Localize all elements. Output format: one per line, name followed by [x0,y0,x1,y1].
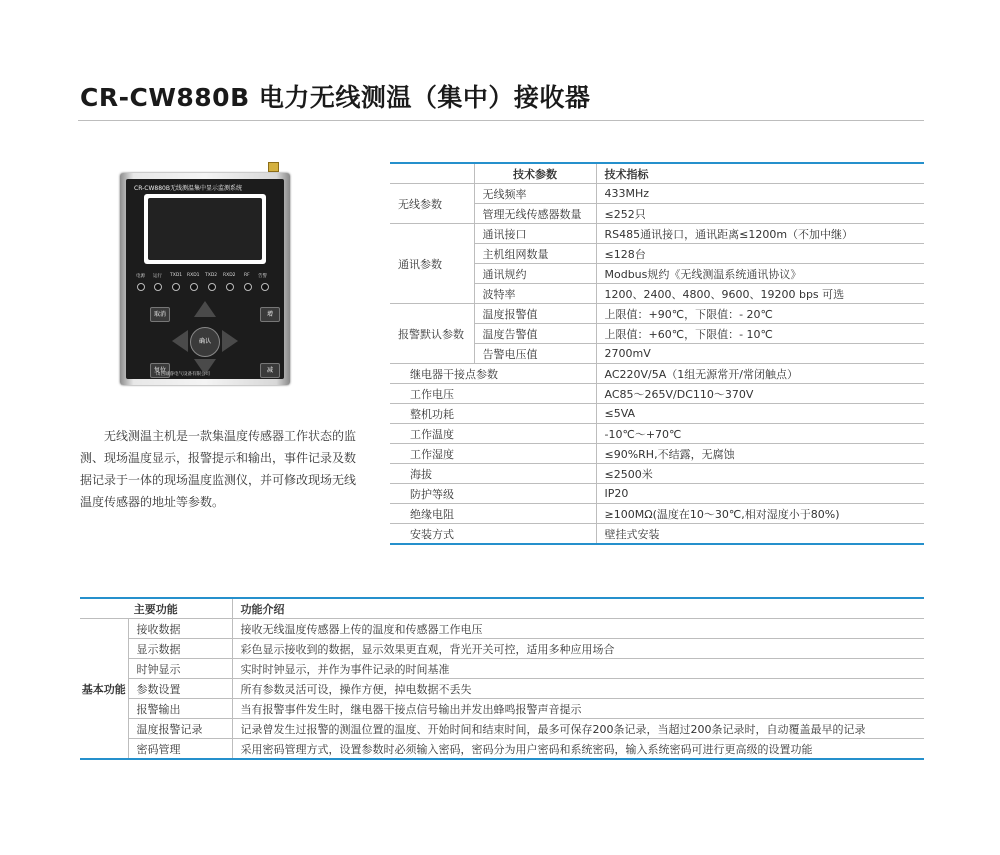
table-row [390,404,924,424]
param-name: 无线频率 [474,184,596,204]
led-indicator [226,283,234,291]
param-name: 告警电压值 [474,344,596,364]
param-name: 主机组网数量 [474,244,596,264]
function-desc: 彩色显示接收到的数据，显示效果更直观，背光开关可控，适用多种应用场合 [232,639,924,659]
table-row [80,739,924,760]
spec-table [390,162,924,545]
table-row [390,464,924,484]
reset-button: 复位 [150,363,170,378]
device-image [120,173,290,385]
param-value: ≥100MΩ(温度在10～30℃,相对湿度小于80%) [596,504,924,524]
led-label: 告警 [258,274,267,279]
confirm-button: 确认 [190,327,220,357]
function-desc: 记录曾发生过报警的测温位置的温度、开始时间和结束时间，最多可保存200条记录，当超过200条记录时，自动覆盖最早的记录 [232,719,924,739]
param-value: ≤252只 [596,204,924,224]
table-row [80,619,924,639]
table-row [390,184,924,204]
led-label: RXD1 [187,273,200,278]
arrow-right-icon [222,330,238,352]
device-front-panel [126,179,284,379]
table-row [390,304,924,324]
plus-button: 增 [260,307,280,322]
param-name: 通讯接口 [474,224,596,244]
param-name: 继电器干接点参数 [390,364,596,384]
led-label: RF [244,273,250,278]
param-value: 433MHz [596,184,924,204]
group-cell: 基本功能 [80,619,128,760]
table-row [80,659,924,679]
product-description: 无线测温主机是一款集温度传感器工作状态的监测、现场温度显示，报警提示和输出，事件记录及数据记录于一体的现场温度监测仪，并可修改现场无线温度传感器的地址等参数。 [80,429,357,509]
function-name: 密码管理 [128,739,232,760]
arrow-left-icon [172,330,188,352]
led-indicator [208,283,216,291]
param-value: ≤2500米 [596,464,924,484]
param-value: 壁挂式安装 [596,524,924,545]
table-row [390,424,924,444]
led-indicator [137,283,145,291]
param-value: 上限值：+90℃，下限值：- 20℃ [596,304,924,324]
group-cell: 报警默认参数 [390,304,474,364]
device-screen [144,194,266,264]
table-row [80,719,924,739]
param-value: 2700mV [596,344,924,364]
table-row [390,484,924,504]
param-value: AC220V/5A（1组无源常开/常闭触点） [596,364,924,384]
column-header: 技术指标 [596,163,924,184]
param-value: AC85～265V/DC110～370V [596,384,924,404]
function-desc: 当有报警事件发生时，继电器干接点信号输出并发出蜂鸣报警声音提示 [232,699,924,719]
param-name: 海拔 [390,464,596,484]
led-label: 运行 [153,274,162,279]
title-divider [78,120,924,121]
led-indicator [154,283,162,291]
param-value: ≤5VA [596,404,924,424]
function-desc: 实时时钟显示，并作为事件记录的时间基准 [232,659,924,679]
table-header [80,598,924,619]
led-indicator [261,283,269,291]
function-name: 时钟显示 [128,659,232,679]
param-name: 安装方式 [390,524,596,545]
param-value: IP20 [596,484,924,504]
param-value: Modbus规约《无线测温系统通讯协议》 [596,264,924,284]
column-header: 功能介绍 [232,598,924,619]
group-cell: 通讯参数 [390,224,474,304]
param-name: 波特率 [474,284,596,304]
function-name: 温度报警记录 [128,719,232,739]
table-row [390,364,924,384]
param-value: 上限值：+60℃，下限值：- 10℃ [596,324,924,344]
mounting-clip [268,162,279,172]
minus-button: 减 [260,363,280,378]
led-label: TXD2 [205,273,218,278]
column-header: 主要功能 [80,598,232,619]
param-name: 通讯规约 [474,264,596,284]
company-label: 山西诚睿电气设备有限公司 [156,372,210,377]
led-indicator [244,283,252,291]
function-desc: 接收无线温度传感器上传的温度和传感器工作电压 [232,619,924,639]
led-label: TXD1 [170,273,183,278]
cancel-button: 取消 [150,307,170,322]
page-title: CR-CW880B 电力无线测温（集中）接收器 [80,83,591,112]
param-name: 工作温度 [390,424,596,444]
arrow-up-icon [194,301,216,317]
param-name: 绝缘电阻 [390,504,596,524]
function-name: 报警输出 [128,699,232,719]
table-row [80,699,924,719]
param-name: 温度告警值 [474,324,596,344]
table-row [390,504,924,524]
column-header: 技术参数 [474,163,596,184]
param-name: 整机功耗 [390,404,596,424]
led-indicator [172,283,180,291]
param-value: ≤128台 [596,244,924,264]
group-cell: 无线参数 [390,184,474,224]
param-name: 工作电压 [390,384,596,404]
param-name: 温度报警值 [474,304,596,324]
table-row [80,639,924,659]
table-row [390,524,924,545]
device-led-row [136,273,276,293]
table-header [390,163,924,184]
function-name: 参数设置 [128,679,232,699]
device-name-label: CR-CW880B无线测温集中显示监测系统 [134,185,242,192]
table-row [390,224,924,244]
function-desc: 所有参数灵活可设，操作方便，掉电数据不丢失 [232,679,924,699]
param-value: RS485通讯接口，通讯距离≤1200m（不加中继） [596,224,924,244]
led-indicator [190,283,198,291]
table-row [80,679,924,699]
param-name: 管理无线传感器数量 [474,204,596,224]
led-label: RXD2 [223,273,236,278]
param-name: 工作湿度 [390,444,596,464]
function-name: 接收数据 [128,619,232,639]
function-name: 显示数据 [128,639,232,659]
table-row [390,444,924,464]
function-desc: 采用密码管理方式，设置参数时必须输入密码，密码分为用户密码和系统密码，输入系统密码可进行更高级的设置功能 [232,739,924,760]
param-value: ≤90%RH,不结露，无腐蚀 [596,444,924,464]
param-name: 防护等级 [390,484,596,504]
led-label: 电源 [136,274,145,279]
function-table [80,597,924,760]
table-row [390,384,924,404]
param-value: -10℃～+70℃ [596,424,924,444]
param-value: 1200、2400、4800、9600、19200 bps 可选 [596,284,924,304]
